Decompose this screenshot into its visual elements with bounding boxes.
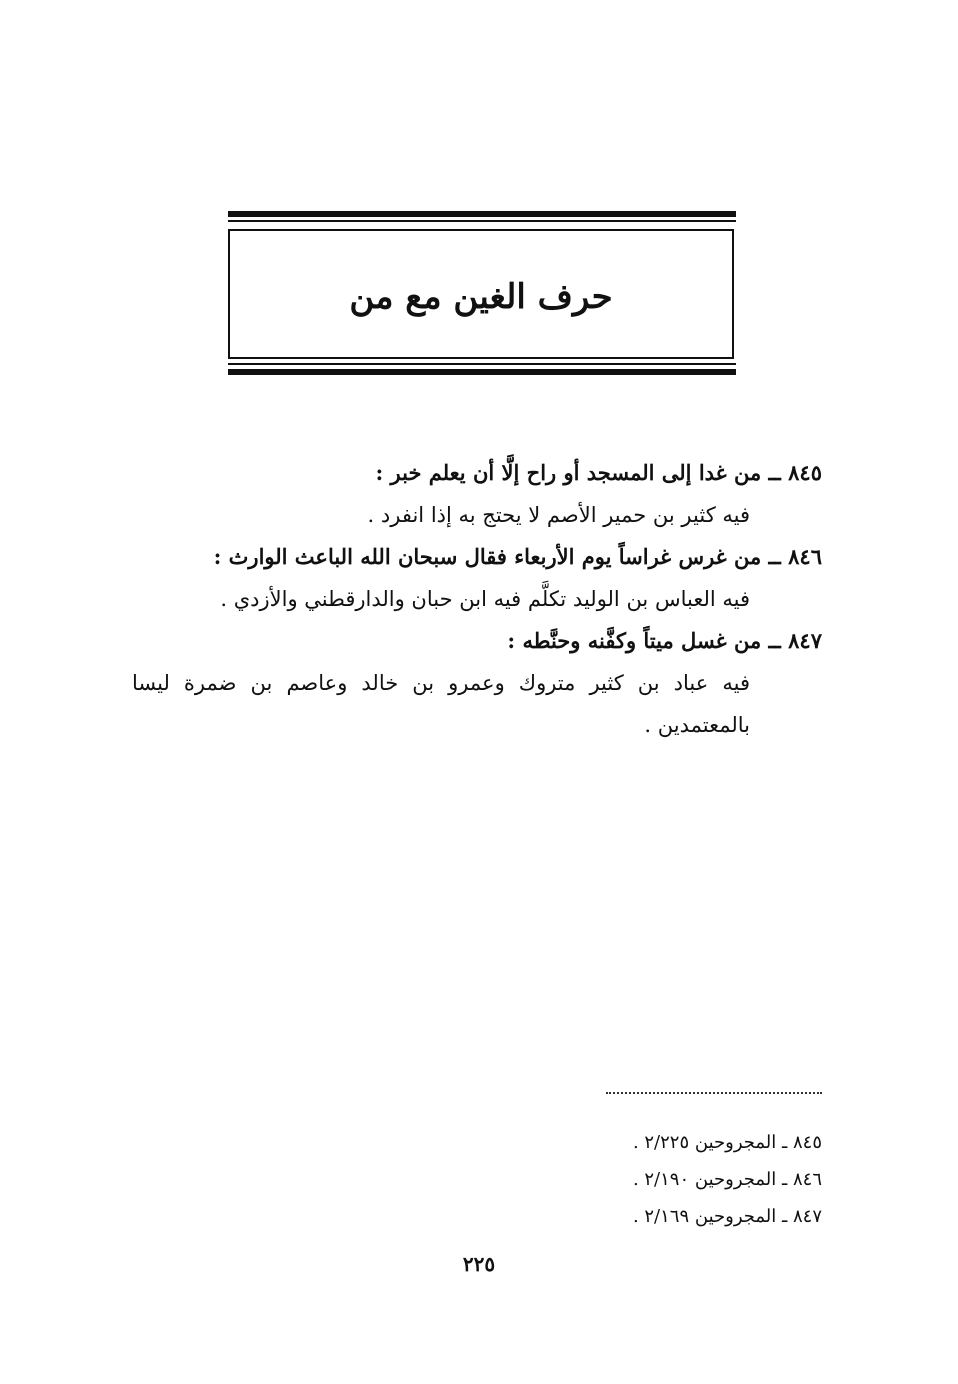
entry-number: ٨٤٦ bbox=[788, 544, 822, 569]
hadith-entries bbox=[132, 452, 822, 746]
footnotes bbox=[422, 1124, 822, 1235]
chapter-title: حرف الغين مع من bbox=[349, 277, 613, 317]
entry-heading bbox=[132, 452, 822, 494]
entry-heading-text: من غرس غراساً يوم الأربعاء فقال سبحان الله الباعث الوارث : bbox=[213, 544, 762, 569]
entry-heading-text: من غدا إلى المسجد أو راح إلَّا أن يعلم خبر : bbox=[375, 460, 762, 485]
footnote: ٨٤٧ ـ المجروحين ٢/١٦٩ . bbox=[632, 1206, 822, 1227]
entry-heading bbox=[132, 536, 822, 578]
chapter-title-frame bbox=[228, 229, 734, 359]
footnote: ٨٤٦ ـ المجروحين ٢/١٩٠ . bbox=[632, 1169, 822, 1190]
hadith-entry bbox=[132, 452, 822, 536]
entry-commentary: فيه العباس بن الوليد تكلَّم فيه ابن حبان والدارقطني والأزدي . bbox=[220, 587, 750, 611]
entry-commentary: فيه عباد بن كثير متروك وعمرو بن خالد وعاصم بن ضمرة ليسا بالمعتمدين . bbox=[132, 671, 750, 737]
hadith-entry bbox=[132, 536, 822, 620]
entry-dash: ــ bbox=[768, 460, 781, 485]
hadith-entry bbox=[132, 620, 822, 746]
title-top-rule-thin bbox=[228, 220, 736, 222]
footnote: ٨٤٥ ـ المجروحين ٢/٢٢٥ . bbox=[632, 1132, 822, 1153]
entry-dash: ــ bbox=[768, 544, 781, 569]
title-top-rule-thick bbox=[228, 211, 736, 217]
title-bottom-rule-thin bbox=[228, 363, 736, 365]
entry-commentary: فيه كثير بن حمير الأصم لا يحتج به إذا انفرد . bbox=[367, 503, 750, 527]
entry-heading bbox=[132, 620, 822, 662]
entry-number: ٨٤٧ bbox=[788, 628, 822, 653]
page-number: ٢٢٥ bbox=[462, 1252, 496, 1276]
footnote-separator bbox=[606, 1092, 822, 1094]
entry-dash: ــ bbox=[768, 628, 781, 653]
title-bottom-rule-thick bbox=[228, 369, 736, 375]
entry-heading-text: من غسل ميتاً وكفَّنه وحنَّطه : bbox=[507, 628, 762, 653]
entry-number: ٨٤٥ bbox=[788, 460, 822, 485]
